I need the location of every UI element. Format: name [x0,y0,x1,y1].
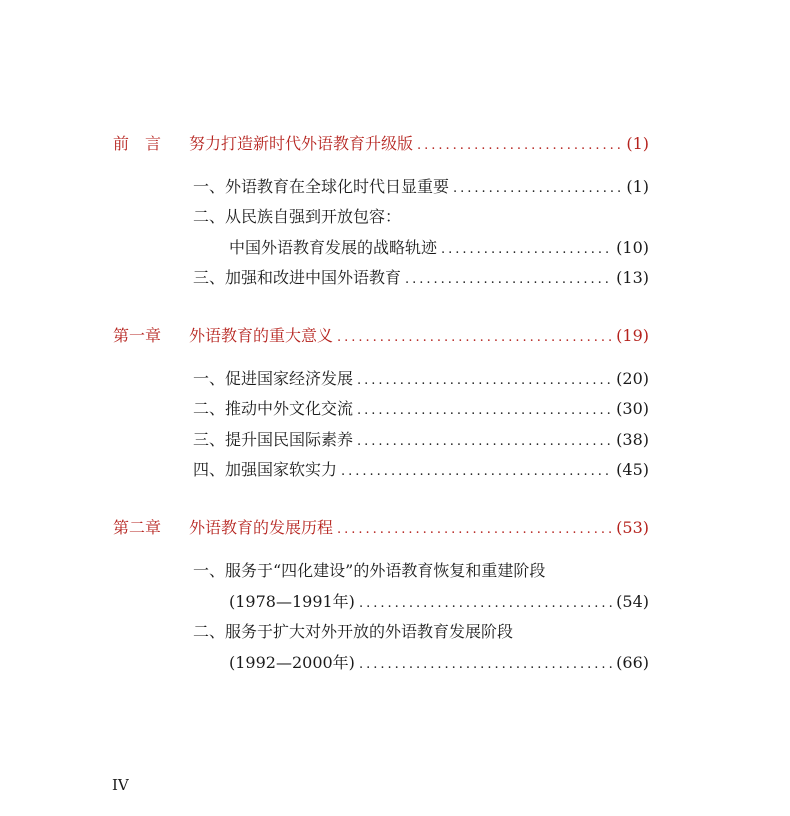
page-number: (19) [616,326,649,345]
toc-chapter-2[interactable] [113,515,649,538]
toc-section-line2[interactable] [229,235,649,258]
section-title-continued: (1992—2000年) [229,653,355,672]
chapter-title: 外语教育的发展历程 [189,518,334,537]
section-title: 三、提升国民国际素养 [193,430,354,449]
toc-section-line1[interactable] [193,619,649,642]
section-title: 一、服务于“四化建设”的外语教育恢复和重建阶段 [193,561,546,580]
page-number: (20) [616,369,649,388]
chapter-title: 努力打造新时代外语教育升级版 [189,134,414,153]
section-title: 二、推动中外文化交流 [193,399,354,418]
dot-leader [337,522,612,537]
dot-leader [357,373,612,388]
toc-section-line1[interactable] [193,558,649,581]
page-number: (10) [616,238,649,257]
dot-leader [359,657,612,672]
page-number: (54) [616,592,649,611]
section-title: 四、加强国家软实力 [193,460,338,479]
section-title-continued: 中国外语教育发展的战略轨迹 [229,238,438,257]
section-title: 三、加强和改进中国外语教育 [193,268,402,287]
dot-leader [405,272,612,287]
dot-leader [341,464,612,479]
page-number: (66) [616,653,649,672]
toc-section-line2[interactable] [229,650,649,673]
toc-section[interactable] [193,427,649,450]
page-number: (38) [616,430,649,449]
dot-leader [359,596,612,611]
toc-section-line1[interactable] [193,204,649,227]
toc-section-line2[interactable] [229,589,649,612]
page-number: (1) [626,177,649,196]
section-title: 二、从民族自强到开放包容： [193,207,402,226]
page-folio: IV [112,776,129,794]
chapter-label: 第二章 [113,518,162,537]
section-title: 一、促进国家经济发展 [193,369,354,388]
page-number: (13) [616,268,649,287]
page-number: (1) [626,134,649,153]
page-number: (53) [616,518,649,537]
dot-leader [357,403,612,418]
toc-section[interactable] [193,174,649,197]
dot-leader [337,330,612,345]
toc-chapter-preface[interactable] [113,131,649,154]
toc-section[interactable] [193,366,649,389]
chapter-label: 前 言 [113,134,162,153]
section-title-continued: (1978—1991年) [229,592,355,611]
chapter-title: 外语教育的重大意义 [189,326,334,345]
toc-section[interactable] [193,265,649,288]
page-number: (30) [616,399,649,418]
section-title: 二、服务于扩大对外开放的外语教育发展阶段 [193,622,514,641]
dot-leader [453,181,622,196]
toc-section[interactable] [193,396,649,419]
dot-leader [441,242,612,257]
dot-leader [417,138,622,153]
toc-chapter-1[interactable] [113,323,649,346]
dot-leader [357,434,612,449]
page-number: (45) [616,460,649,479]
chapter-label: 第一章 [113,326,162,345]
toc-section[interactable] [193,457,649,480]
section-title: 一、外语教育在全球化时代日显重要 [193,177,450,196]
